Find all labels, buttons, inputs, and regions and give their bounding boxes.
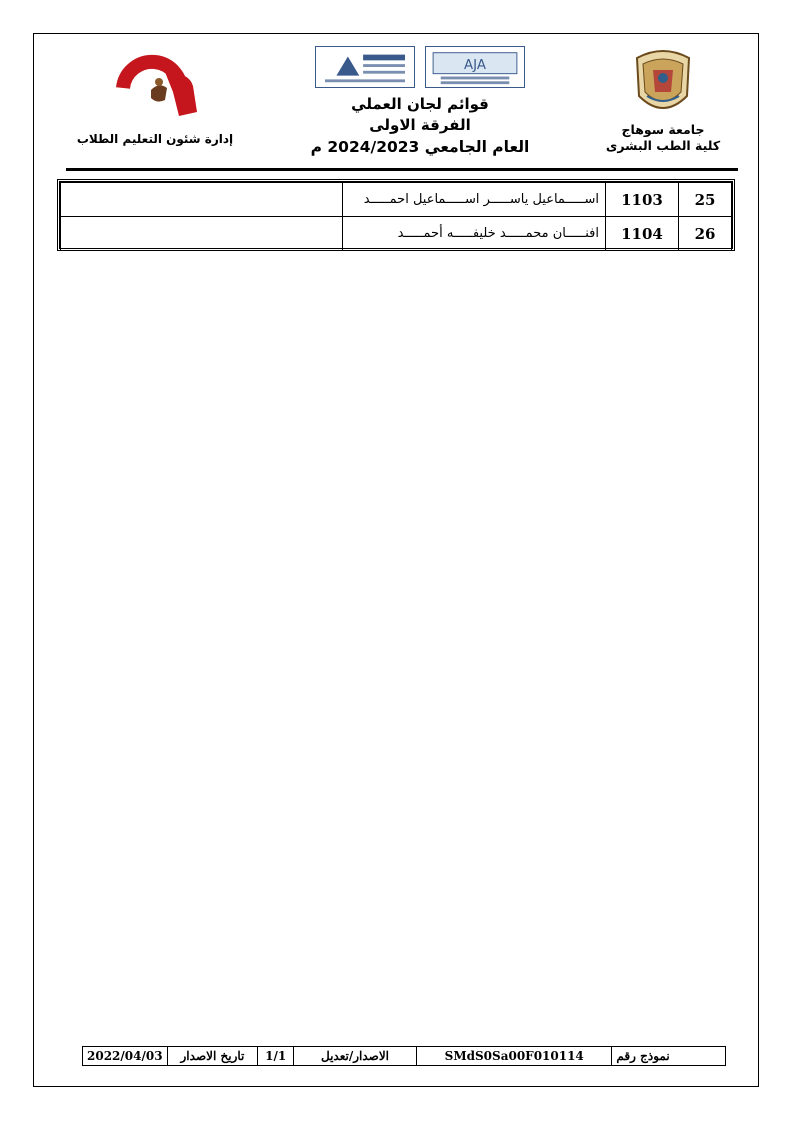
- header-divider: [66, 168, 738, 171]
- issue-date: 2022/04/03: [87, 1049, 163, 1063]
- document-title-block: [300, 46, 540, 158]
- faculty-logo-block: [70, 52, 240, 146]
- egac-certification-icon: [315, 46, 415, 88]
- student-name: اســـــماعيل ياســـــر اســـــماعيل احمـــــد: [343, 183, 606, 217]
- row-number: 25: [679, 183, 732, 217]
- university-header: [593, 48, 733, 154]
- form-code: SMdS0Sa00F010114: [416, 1047, 611, 1065]
- document-title: قوائم لجان العملي: [351, 95, 489, 113]
- roster-table: [57, 179, 735, 251]
- seat-number: 1103: [606, 183, 679, 217]
- faculty-logo-icon: [93, 52, 217, 124]
- row-number: 26: [679, 217, 732, 251]
- svg-text:AJA: AJA: [464, 57, 486, 73]
- university-name: جامعة سوهاج: [621, 122, 705, 137]
- version-label: الاصدار/تعديل: [293, 1047, 416, 1065]
- department-name: إدارة شئون التعليم الطلاب: [76, 132, 234, 146]
- university-seal-icon: [629, 48, 697, 118]
- student-name: افنـــــان محمـــــد خليفـــــه أحمـــــد: [343, 217, 606, 251]
- academic-year: العام الجامعي 2024/2023 م: [310, 138, 530, 156]
- notes-cell: [61, 183, 343, 217]
- aja-certification-icon: [425, 46, 525, 88]
- certification-logos: [300, 46, 540, 90]
- notes-cell: [61, 217, 343, 251]
- table-row: [61, 217, 732, 251]
- faculty-name: كلية الطب البشرى: [605, 138, 721, 153]
- seat-number: 1104: [606, 217, 679, 251]
- version-value: 1/1: [257, 1047, 293, 1065]
- issue-date-label: تاريخ الاصدار: [167, 1047, 258, 1065]
- form-number-label: نموذج رقم: [611, 1047, 725, 1065]
- form-footer: [82, 1046, 726, 1066]
- table-row: [61, 183, 732, 217]
- year-level: الفرقة الاولى: [369, 116, 471, 134]
